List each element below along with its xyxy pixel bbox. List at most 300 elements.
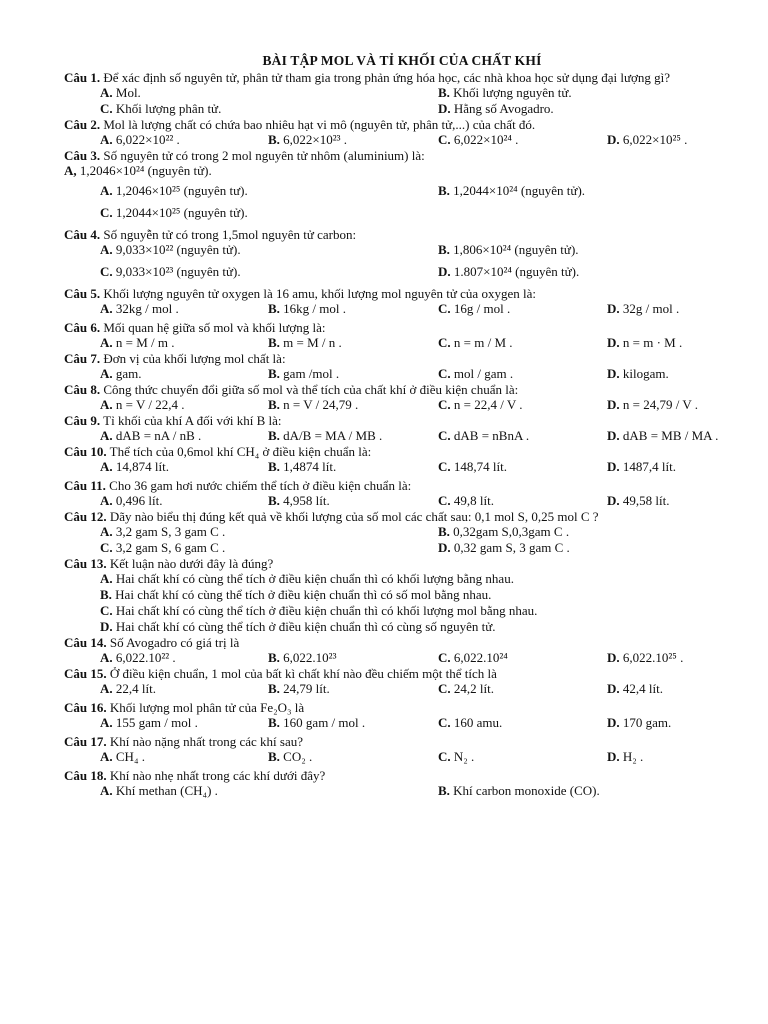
option-text: Khối lượng phân tử. (112, 101, 222, 116)
option (268, 397, 358, 412)
question-text: Đơn vị của khối lượng mol chất là: (103, 351, 286, 366)
question (64, 734, 722, 768)
option-label: D. (607, 681, 620, 696)
option-label: B. (268, 335, 280, 350)
question (64, 556, 722, 635)
option-row (100, 650, 722, 666)
option-row (100, 715, 722, 734)
question-text: Thể tích của 0,6mol khí CH₄ ở điều kiện chuẩn là: (109, 444, 372, 459)
option-label: A. (100, 183, 113, 198)
option-label: B. (438, 524, 450, 539)
question-stem (64, 734, 722, 749)
option (438, 493, 494, 508)
question-text: Số nguyên tử có trong 2 mol nguyên tử nhôm (aluminium) là: (103, 148, 425, 163)
option-text: 160 gam / mol . (279, 715, 366, 730)
option (100, 715, 198, 730)
option-text: 9,033×10²² (nguyên tử). (112, 242, 241, 257)
option (100, 242, 241, 257)
option-label: A. (100, 524, 113, 539)
option (100, 301, 179, 316)
question-number: Câu 6. (64, 320, 101, 335)
question-number: Câu 4. (64, 227, 101, 242)
question-list (64, 70, 722, 805)
option-text: 49,8 lít. (450, 493, 494, 508)
option (438, 715, 502, 730)
option-label: D. (607, 749, 620, 764)
question-stem (64, 478, 722, 493)
option-text: kilogam. (619, 366, 669, 381)
option-label: B. (268, 132, 280, 147)
question-number: Câu 1. (64, 70, 101, 85)
option-row (100, 749, 722, 768)
option-text: dAB = MB / MA . (619, 428, 719, 443)
question-stem (64, 556, 722, 571)
option-text: Hai chất khí có cùng thể tích ở điều kiện chuẩn thì có khối lượng mol bằng nhau. (112, 603, 538, 618)
option-row (100, 493, 722, 509)
question-number: Câu 5. (64, 286, 101, 301)
option-label: D. (100, 619, 113, 634)
question (64, 70, 722, 117)
option-label: D. (607, 301, 620, 316)
question-stem (64, 70, 722, 85)
option-label: C. (438, 366, 451, 381)
option-label: C. (438, 493, 451, 508)
option-row (100, 619, 722, 635)
option-text: 32kg / mol . (112, 301, 179, 316)
option-label: C. (438, 459, 451, 474)
option-text: Khối lượng nguyên tử. (449, 85, 572, 100)
option (438, 85, 572, 100)
question (64, 148, 722, 227)
question-stem (64, 768, 722, 783)
question-number: Câu 9. (64, 413, 101, 428)
option-label: D. (438, 264, 451, 279)
option (100, 749, 145, 764)
option-label: A. (100, 459, 113, 474)
option (438, 783, 600, 798)
option-row (100, 101, 722, 117)
option (607, 397, 698, 412)
question-number: Câu 17. (64, 734, 107, 749)
option-text: 6,022×10²⁵ . (619, 132, 688, 147)
option (438, 540, 570, 555)
question-stem (64, 320, 722, 335)
option-text: Khí carbon monoxide (CO). (449, 783, 600, 798)
option-text: 1,2044×10²⁴ (nguyên tử). (449, 183, 586, 198)
option-label: A. (100, 242, 113, 257)
option (268, 650, 336, 665)
question (64, 382, 722, 413)
question-text: Số nguyễn tử có trong 1,5mol nguyên tử carbon: (103, 227, 357, 242)
option-label: A, (64, 163, 77, 178)
option (438, 301, 510, 316)
option-row (100, 183, 722, 205)
option-label: D. (607, 335, 620, 350)
option-text: H₂ . (619, 749, 644, 764)
option (100, 587, 491, 602)
option (100, 493, 162, 508)
option-label: D. (607, 366, 620, 381)
option-text: 24,2 lít. (450, 681, 494, 696)
option-text: 1,2046×10²⁵ (nguyên tư). (112, 183, 248, 198)
option-row (100, 301, 722, 320)
option-text: 0,496 lít. (112, 493, 163, 508)
question-text: Khối lượng mol phân tử của Fe₂O₃ là (109, 700, 305, 715)
question (64, 444, 722, 478)
option-label: C. (438, 397, 451, 412)
question-number: Câu 3. (64, 148, 101, 163)
option (100, 603, 537, 618)
option-row (100, 205, 722, 227)
option-text: N₂ . (450, 749, 475, 764)
option (268, 459, 336, 474)
option-label: C. (438, 335, 451, 350)
option-text: Hai chất khí có cùng thể tích ở điều kiện chuẩn thì có khối lượng bằng nhau. (112, 571, 514, 586)
option (268, 681, 330, 696)
question (64, 320, 722, 351)
question-text: Khí nào nặng nhất trong các khí sau? (109, 734, 304, 749)
option-text: Hằng số Avogadro. (450, 101, 554, 116)
option-label: B. (100, 587, 112, 602)
option-text: 155 gam / mol . (112, 715, 198, 730)
option-text: 24,79 lít. (279, 681, 330, 696)
option (438, 650, 508, 665)
option-label: B. (268, 397, 280, 412)
option-text: 9,033×10²³ (nguyên tử). (112, 264, 241, 279)
question (64, 635, 722, 666)
option (268, 366, 339, 381)
option-text: dAB = nA / nB . (112, 428, 202, 443)
option-text: 1487,4 lít. (619, 459, 676, 474)
option-label: A. (100, 335, 113, 350)
option (268, 749, 312, 764)
option-text: Hai chất khí có cùng thể tích ở điều kiện chuẩn thì có số mol bằng nhau. (111, 587, 492, 602)
question-stem (64, 382, 722, 397)
option (438, 459, 507, 474)
option-label: A. (100, 397, 113, 412)
option-label: B. (438, 85, 450, 100)
option-label: D. (607, 715, 620, 730)
document (64, 52, 722, 805)
option (100, 183, 248, 198)
option (438, 524, 569, 539)
option (64, 163, 212, 178)
question-stem (64, 509, 722, 524)
option-label: C. (438, 650, 451, 665)
option-text: Khí methan (CH₄) . (112, 783, 218, 798)
option (438, 681, 494, 696)
option-label: D. (607, 132, 620, 147)
option-label: B. (268, 681, 280, 696)
option-row (100, 783, 722, 805)
option-label: D. (438, 540, 451, 555)
option-label: A. (100, 132, 113, 147)
option (438, 335, 513, 350)
option-text: 49,58 lít. (619, 493, 670, 508)
option-text: n = V / 24,79 . (279, 397, 359, 412)
option-text: 6,022×10²³ . (279, 132, 348, 147)
option (607, 366, 669, 381)
option-text: 1.807×10²⁴ (nguyên tử). (450, 264, 580, 279)
option-text: 6,022.10²⁴ (450, 650, 508, 665)
option-text: n = 22,4 / V . (450, 397, 523, 412)
option-text: 6,022.10²² . (112, 650, 176, 665)
option (100, 524, 225, 539)
question-stem (64, 700, 722, 715)
option-label: D. (607, 428, 620, 443)
option (100, 85, 141, 100)
option (607, 749, 643, 764)
question (64, 413, 722, 444)
option-text: 0,32 gam S, 3 gam C . (450, 540, 570, 555)
option-label: B. (268, 428, 280, 443)
question-number: Câu 2. (64, 117, 101, 132)
option-label: A. (100, 428, 113, 443)
option-label: D. (607, 459, 620, 474)
question-number: Câu 11. (64, 478, 106, 493)
option-text: 22,4 lít. (112, 681, 156, 696)
option-text: CH₄ . (112, 749, 145, 764)
document-title: BÀI TẬP MOL VÀ TỈ KHỐI CỦA CHẤT KHÍ (262, 53, 542, 68)
question-text: Tỉ khối của khí A đối với khí B là: (103, 413, 282, 428)
option (607, 301, 679, 316)
question-number: Câu 10. (64, 444, 107, 459)
option-text: 6,022×10²⁴ . (450, 132, 519, 147)
option (607, 650, 683, 665)
option-label: D. (438, 101, 451, 116)
option-text: 6,022×10²² . (112, 132, 180, 147)
option-text: dAB = nBnA . (450, 428, 530, 443)
option-label: A. (100, 301, 113, 316)
option (268, 493, 330, 508)
option-text: 160 amu. (450, 715, 503, 730)
option (607, 459, 676, 474)
option-row (100, 85, 722, 101)
option-text: Hai chất khí có cùng thể tích ở điều kiện chuẩn thì có cùng số nguyên tử. (112, 619, 496, 634)
question-number: Câu 15. (64, 666, 107, 681)
option-text: 14,874 lít. (112, 459, 169, 474)
option-label: D. (607, 493, 620, 508)
option (268, 301, 346, 316)
option (100, 366, 142, 381)
option-text: n = M / m . (112, 335, 175, 350)
option-label: B. (438, 242, 450, 257)
option-row (100, 459, 722, 478)
option-text: m = M / n . (279, 335, 342, 350)
option-label: D. (607, 397, 620, 412)
question-number: Câu 7. (64, 351, 101, 366)
option-row (100, 132, 722, 148)
option (100, 101, 221, 116)
option (268, 132, 347, 147)
option (438, 264, 579, 279)
question (64, 286, 722, 320)
option-text: 148,74 lít. (450, 459, 507, 474)
question (64, 117, 722, 148)
option (607, 715, 671, 730)
option-text: 3,2 gam S, 6 gam C . (112, 540, 226, 555)
option (438, 242, 579, 257)
option (100, 783, 218, 798)
option-row (100, 587, 722, 603)
option-text: 1,2044×10²⁵ (nguyên tử). (112, 205, 248, 220)
option (100, 428, 201, 443)
option-label: C. (100, 101, 113, 116)
option (268, 715, 365, 730)
question-text: Khí nào nhẹ nhất trong các khí dưới đây? (109, 768, 326, 783)
question-text: Khối lượng nguyên tử oxygen là 16 amu, khối lượng mol nguyên tử của oxygen là: (103, 286, 536, 301)
option-label: C. (438, 681, 451, 696)
option-text: gam /mol . (279, 366, 340, 381)
option-row (64, 163, 722, 183)
option-label: C. (438, 428, 451, 443)
option (100, 650, 176, 665)
question-text: Để xác định số nguyên tử, phân tử tham gia trong phản ứng hóa học, các nhà khoa học sử dụng đại lượng gì? (103, 70, 671, 85)
option (268, 335, 342, 350)
option-label: C. (100, 540, 113, 555)
option-text: 170 gam. (619, 715, 672, 730)
option-label: B. (268, 493, 280, 508)
option (438, 428, 529, 443)
option-text: 42,4 lít. (619, 681, 663, 696)
question-number: Câu 13. (64, 556, 107, 571)
option (438, 183, 585, 198)
option (438, 749, 474, 764)
question-stem (64, 148, 722, 163)
question (64, 351, 722, 382)
option-row (100, 264, 722, 286)
option-text: 32g / mol . (619, 301, 680, 316)
option-text: dA/B = MA / MB . (279, 428, 383, 443)
question (64, 666, 722, 700)
question-text: Ở điều kiện chuẩn, 1 mol của bất kì chất khí nào đều chiếm một thể tích là (109, 666, 497, 681)
option-label: B. (438, 183, 450, 198)
option (100, 397, 185, 412)
option-text: n = m / M . (450, 335, 513, 350)
option-row (100, 366, 722, 382)
option-label: A. (100, 681, 113, 696)
option-label: B. (438, 783, 450, 798)
question-number: Câu 12. (64, 509, 107, 524)
option (438, 366, 513, 381)
question-number: Câu 14. (64, 635, 107, 650)
option-label: C. (438, 132, 451, 147)
option (100, 681, 156, 696)
question-text: Kết luận nào dưới đây là đúng? (109, 556, 274, 571)
question-stem (64, 444, 722, 459)
option-text: CO₂ . (279, 749, 313, 764)
option-text: 0,32gam S,0,3gam C . (449, 524, 570, 539)
option-text: 1,2046×10²⁴ (nguyên tử). (76, 163, 212, 178)
question (64, 768, 722, 805)
option-text: gam. (112, 366, 142, 381)
option (438, 132, 518, 147)
option (100, 459, 169, 474)
option (100, 264, 241, 279)
option (100, 132, 180, 147)
option-label: B. (268, 366, 280, 381)
option-label: B. (268, 749, 280, 764)
option-label: A. (100, 715, 113, 730)
option-label: C. (438, 715, 451, 730)
option-row (100, 242, 722, 264)
question-stem (64, 666, 722, 681)
option-row (100, 571, 722, 587)
option-label: A. (100, 366, 113, 381)
option-row (100, 603, 722, 619)
option (607, 335, 682, 350)
question-number: Câu 16. (64, 700, 107, 715)
question-text: Mối quan hệ giữa số mol và khối lượng là: (103, 320, 326, 335)
option-text: n = V / 22,4 . (112, 397, 185, 412)
question-stem (64, 227, 722, 242)
option-text: 6,022.10²³ (279, 650, 337, 665)
option-label: A. (100, 749, 113, 764)
option-row (100, 681, 722, 700)
question-text: Số Avogadro có giá trị là (109, 635, 240, 650)
question-number: Câu 8. (64, 382, 101, 397)
option-label: A. (100, 571, 113, 586)
option-text: 1,4874 lít. (279, 459, 337, 474)
option-label: C. (100, 205, 113, 220)
question-text: Mol là lượng chất có chứa bao nhiêu hạt vi mô (nguyên tử, phân tử,...) của chất đó. (103, 117, 536, 132)
option-text: 16g / mol . (450, 301, 511, 316)
option (268, 428, 382, 443)
option-label: A. (100, 783, 113, 798)
option-row (100, 428, 722, 444)
option-text: n = m · M . (619, 335, 683, 350)
option-text: 1,806×10²⁴ (nguyên tử). (449, 242, 579, 257)
option-label: A. (100, 650, 113, 665)
question-stem (64, 351, 722, 366)
option (607, 681, 663, 696)
option-label: B. (268, 301, 280, 316)
option-label: C. (100, 603, 113, 618)
question-text: Công thức chuyển đổi giữa số mol và thể tích của chất khí ở điều kiện chuẩn là: (103, 382, 519, 397)
option-text: n = 24,79 / V . (619, 397, 699, 412)
option (438, 397, 523, 412)
option (438, 101, 554, 116)
option-label: C. (438, 749, 451, 764)
question (64, 478, 722, 509)
option (100, 205, 248, 220)
option-row (100, 335, 722, 351)
option-text: 4,958 lít. (279, 493, 330, 508)
question-stem (64, 286, 722, 301)
option-text: 3,2 gam S, 3 gam C . (112, 524, 226, 539)
question-stem (64, 117, 722, 132)
question (64, 700, 722, 734)
option-label: A. (100, 493, 113, 508)
question-text: Cho 36 gam hơi nước chiếm thể tích ở điều kiện chuẩn là: (109, 478, 412, 493)
option (100, 540, 225, 555)
option-label: B. (268, 459, 280, 474)
option-label: B. (268, 650, 280, 665)
option-row (100, 524, 722, 540)
question-stem (64, 635, 722, 650)
option (100, 619, 496, 634)
option (607, 428, 718, 443)
option-text: 16kg / mol . (279, 301, 347, 316)
option (100, 335, 175, 350)
question-number: Câu 18. (64, 768, 107, 783)
option-text: 6,022.10²⁵ . (619, 650, 684, 665)
option-text: mol / gam . (450, 366, 514, 381)
question-stem (64, 413, 722, 428)
option (100, 571, 514, 586)
option (607, 493, 669, 508)
option-label: A. (100, 85, 113, 100)
